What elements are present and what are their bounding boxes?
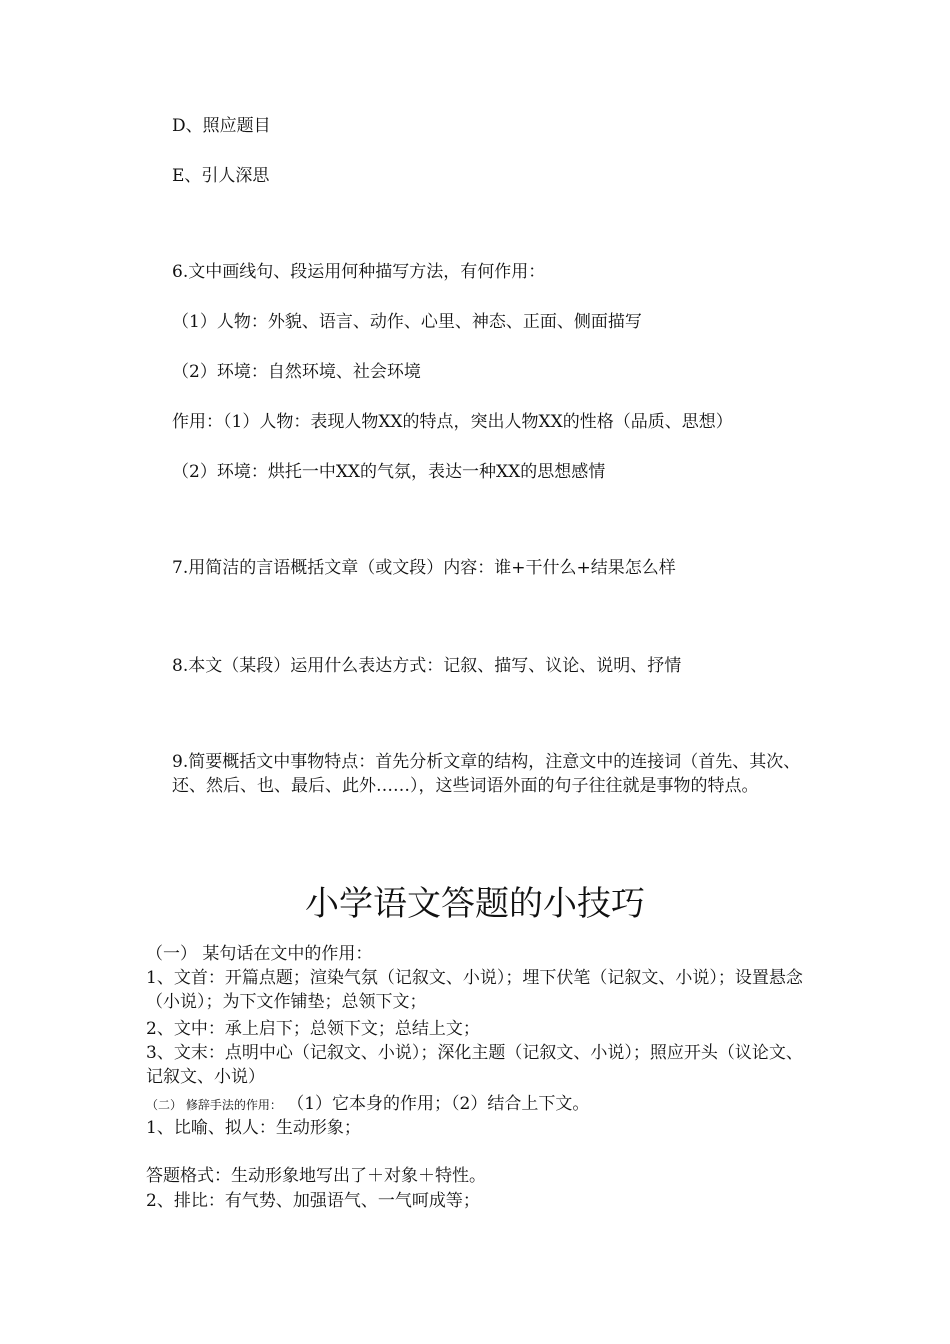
- question-6-item-2: （2）环境：自然环境、社会环境: [172, 362, 421, 382]
- section-1-item-3: 3、文末：点明中心（记叙文、小说）；深化主题（记叙文、小说）；照应开头（议论文、记叙文、小说）: [146, 1043, 803, 1087]
- question-6-effect-2: （2）环境：烘托一中XX的气氛，表达一种XX的思想感情: [172, 462, 606, 482]
- question-7: 7.用简洁的言语概括文章（或文段）内容：谁+干什么+结果怎么样: [172, 558, 676, 578]
- section-1-item-2: 2、文中：承上启下；总领下文；总结上文；: [146, 1019, 480, 1039]
- question-8: 8.本文（某段）运用什么表达方式：记叙、描写、议论、说明、抒情: [172, 656, 682, 676]
- question-6-item-1: （1）人物：外貌、语言、动作、心里、神态、正面、侧面描写: [172, 312, 642, 332]
- question-6-effect-1: 作用：（1）人物：表现人物XX的特点，突出人物XX的性格（品质、思想）: [172, 412, 733, 432]
- section-1-item-1: 1、文首：开篇点题；渲染气氛（记叙文、小说）；埋下伏笔（记叙文、小说）；设置悬念（小说）；为下文作铺垫；总领下文；: [146, 968, 803, 1012]
- section-2-text: （1）它本身的作用；（2）结合上下文。: [287, 1094, 590, 1114]
- question-6: 6.文中画线句、段运用何种描写方法，有何作用：: [172, 262, 546, 282]
- section-2-answer-format: 答题格式：生动形象地写出了＋对象＋特性。: [146, 1166, 486, 1186]
- page-title: 小学语文答题的小技巧: [305, 884, 645, 924]
- option-d: D、照应题目: [172, 116, 271, 136]
- question-9: 9.简要概括文中事物特点：首先分析文章的结构，注意文中的连接词（首先、其次、还、然后、也、最后、此外……），这些词语外面的句子往往就是事物的特点。: [172, 752, 801, 796]
- section-2-item-1: 1、比喻、拟人：生动形象；: [146, 1118, 361, 1138]
- section-2-item-2: 2、排比：有气势、加强语气、一气呵成等；: [146, 1191, 480, 1211]
- option-e: E、引人深思: [172, 166, 270, 186]
- section-1-heading: （一） 某句话在文中的作用：: [146, 944, 373, 964]
- section-2-label: （二） 修辞手法的作用：: [146, 1098, 282, 1112]
- section-2-heading: [146, 1092, 589, 1117]
